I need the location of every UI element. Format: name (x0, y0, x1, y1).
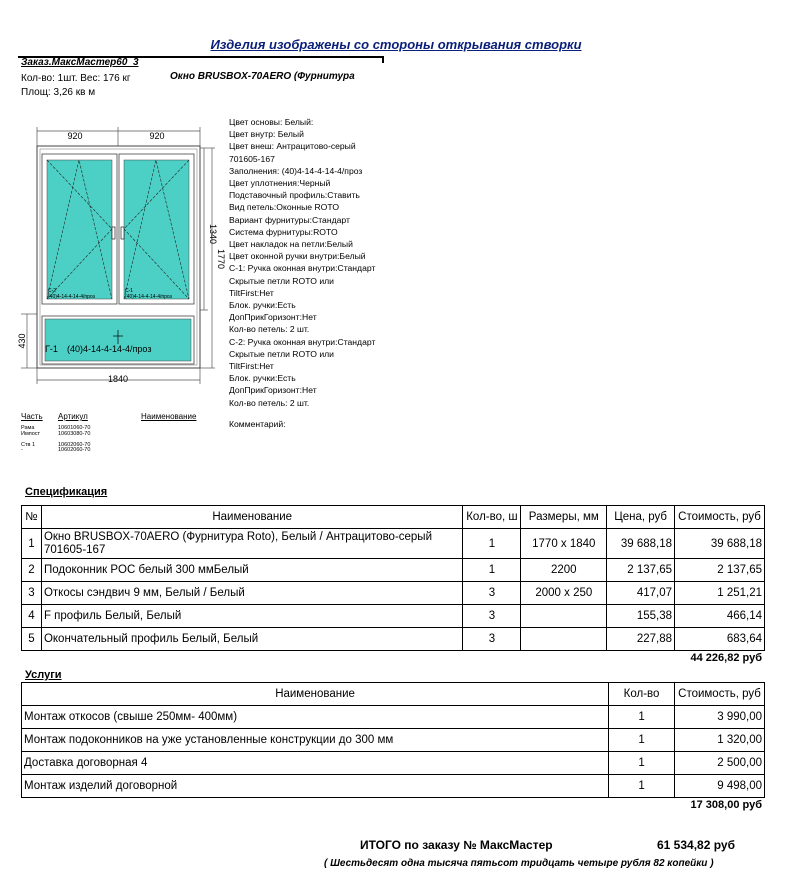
property-line: Вариант фурнитуры:Стандарт (229, 214, 350, 225)
services-header-row (22, 683, 765, 706)
spec-col-num: № (22, 506, 42, 529)
parts-part-cell: - (21, 447, 23, 453)
property-line: Цвет внутр: Белый (229, 129, 304, 140)
services-title: Услуги (25, 669, 62, 681)
property-line: С-1: Ручка оконная внутри:Стандарт (229, 263, 376, 274)
cell-size (521, 628, 607, 651)
services-table (21, 682, 765, 798)
property-line: Цвет внеш: Антрацитово-серый (229, 141, 356, 152)
services-col-qty: Кол-во (609, 683, 675, 706)
cell-name: F профиль Белый, Белый (41, 605, 462, 628)
property-line: Блок. ручки:Есть (229, 373, 296, 384)
property-line: ДопПрикГоризонт:Нет (229, 385, 317, 396)
cell-qty: 1 (609, 775, 675, 798)
cell-cost: 2 500,00 (675, 752, 765, 775)
cell-qty: 1 (463, 529, 521, 559)
property-line: Цвет накладок на петли:Белый (229, 239, 353, 250)
dim-height-sash: 1340 (208, 223, 218, 245)
fill-c2: (40)4-14-4-14-4/проз (48, 294, 95, 300)
spec-col-price: Цена, руб (607, 506, 675, 529)
quantity-weight: Кол-во: 1шт. Вес: 176 кг (21, 73, 131, 84)
property-line: Цвет основы: Белый: (229, 117, 314, 127)
parts-part-cell: Рама (21, 425, 35, 431)
dim-width-left: 920 (67, 131, 83, 141)
cell-size: 2200 (521, 559, 607, 582)
cell-name: Доставка договорная 4 (22, 752, 609, 775)
property-line: Система фурнитуры:ROTO (229, 226, 338, 237)
cell-name-line1: Окно BRUSBOX-70AERO (Фурнитура Roto), Белый / Антрацитово-серый (43, 530, 432, 543)
cell-name-line2: 701605-167 (43, 543, 106, 556)
spec-total: 44 226,82 руб (690, 652, 762, 664)
cell-name: Монтаж изделий договорной (22, 775, 609, 798)
comment-label: Комментарий: (229, 419, 286, 429)
cell-num: 2 (22, 559, 42, 582)
services-col-cost: Стоимость, руб (675, 683, 765, 706)
spec-col-cost: Стоимость, руб (675, 506, 765, 529)
cell-price: 227,88 (607, 628, 675, 651)
cell-qty: 1 (609, 706, 675, 729)
cell-qty: 3 (463, 605, 521, 628)
cell-size (521, 605, 607, 628)
cell-cost: 1 320,00 (675, 729, 765, 752)
property-line: 701605-167 (229, 153, 275, 164)
cell-price: 155,38 (607, 605, 675, 628)
cell-name: Окончательный профиль Белый, Белый (41, 628, 462, 651)
parts-article-cell: 10601060-70 (58, 425, 91, 431)
order-number: Заказ.МаксМастер60_3 (21, 57, 139, 68)
spec-col-qty: Кол-во, ш (463, 506, 521, 529)
table-row (22, 582, 765, 605)
cell-num: 5 (22, 628, 42, 651)
parts-col-part (21, 426, 40, 454)
property-line: Подставочный профиль:Ставить (229, 190, 360, 201)
dim-height-total: 1770 (216, 248, 226, 270)
cell-size: 2000 x 250 (521, 582, 607, 605)
cell-cost: 683,64 (675, 628, 765, 651)
table-row (22, 605, 765, 628)
cell-price: 2 137,65 (607, 559, 675, 582)
label-c2: С-2 (48, 288, 57, 294)
spec-col-size: Размеры, мм (521, 506, 607, 529)
cell-cost: 2 137,65 (675, 559, 765, 582)
cell-num: 1 (22, 529, 42, 559)
grand-total-value: 61 534,82 руб (657, 838, 735, 852)
cell-qty: 1 (609, 729, 675, 752)
label-c1: С-1 (125, 288, 134, 294)
table-row (22, 706, 765, 729)
parts-header-part: Часть (21, 412, 43, 421)
cell-qty: 3 (463, 582, 521, 605)
product-name: Окно BRUSBOX-70AERO (Фурнитура (170, 71, 355, 82)
table-row (22, 529, 765, 559)
parts-header-article: Артикул (58, 412, 88, 421)
cell-qty: 1 (609, 752, 675, 775)
cell-cost: 9 498,00 (675, 775, 765, 798)
cell-qty: 1 (463, 559, 521, 582)
label-f1: Г-1 (45, 344, 58, 354)
cell-cost: 466,14 (675, 605, 765, 628)
cell-name: Откосы сэндвич 9 мм, Белый / Белый (41, 582, 462, 605)
cell-name (41, 529, 462, 559)
cell-cost: 39 688,18 (675, 529, 765, 559)
property-line: С-2: Ручка оконная внутри:Стандарт (229, 336, 376, 347)
spec-header-row (22, 506, 765, 529)
cell-cost: 1 251,21 (675, 582, 765, 605)
parts-article-cell: 10602060-70 (58, 447, 91, 453)
cell-qty: 3 (463, 628, 521, 651)
cell-price: 39 688,18 (607, 529, 675, 559)
fill-c1: (40)4-14-4-14-4/проз (125, 294, 172, 300)
grand-total-words: ( Шестьдесят одна тысяча пятьсот тридцать четыре рубля 82 копейки ) (324, 858, 714, 869)
area-value: Площ: 3,26 кв м (21, 87, 96, 98)
parts-part-cell: Ств 1 (21, 441, 35, 448)
page-heading: Изделия изображены со стороны открывания створки (210, 37, 582, 52)
header-divider-tick (382, 56, 384, 63)
spec-title: Спецификация (25, 486, 108, 498)
property-line: Цвет оконной ручки внутри:Белый (229, 251, 366, 262)
spec-table (21, 505, 765, 651)
parts-col-article (58, 426, 90, 454)
table-row (22, 752, 765, 775)
fill-bottom: (40)4-14-4-14-4/проз (67, 344, 152, 354)
parts-article-cell: 10602060-70 (58, 441, 91, 448)
table-row (22, 775, 765, 798)
table-row (22, 559, 765, 582)
glass-right (124, 160, 189, 299)
parts-header-name: Наименование (141, 412, 197, 421)
property-line: Вид петель:Оконные ROTO (229, 202, 340, 213)
services-total: 17 308,00 руб (690, 799, 762, 811)
dim-height-bottom: 430 (17, 333, 27, 349)
property-line: ДопПрикГоризонт:Нет (229, 312, 317, 323)
property-line: Цвет уплотнения:Черный (229, 178, 331, 189)
cell-price: 417,07 (607, 582, 675, 605)
property-line: Скрытые петли ROTO или (229, 275, 334, 286)
property-line: TiltFirst:Нет (229, 287, 274, 298)
property-line: Кол-во петель: 2 шт. (229, 397, 310, 408)
cell-name: Подоконник POC белый 300 ммБелый (41, 559, 462, 582)
properties-list (229, 116, 375, 409)
glass-left (47, 160, 112, 299)
cell-name: Монтаж подоконников на уже установленные конструкции до 300 мм (22, 729, 609, 752)
dim-width-right: 920 (149, 131, 165, 141)
grand-total-label: ИТОГО по заказу № МаксМастер (360, 838, 553, 852)
property-line: Кол-во петель: 2 шт. (229, 324, 310, 335)
dim-width-total: 1840 (107, 374, 129, 384)
table-row (22, 729, 765, 752)
parts-part-cell: Импост (21, 430, 41, 437)
cell-name: Монтаж откосов (свыше 250мм- 400мм) (22, 706, 609, 729)
property-line: Блок. ручки:Есть (229, 300, 296, 311)
services-col-name: Наименование (22, 683, 609, 706)
cell-num: 4 (22, 605, 42, 628)
cell-num: 3 (22, 582, 42, 605)
property-line: Скрытые петли ROTO или (229, 348, 334, 359)
property-line: TiltFirst:Нет (229, 361, 274, 372)
parts-article-cell: 10603080-70 (58, 430, 91, 437)
spec-col-name: Наименование (41, 506, 462, 529)
window-drawing (15, 124, 226, 394)
cell-cost: 3 990,00 (675, 706, 765, 729)
cell-size: 1770 x 1840 (521, 529, 607, 559)
table-row (22, 628, 765, 651)
property-line: Заполнения: (40)4-14-4-14-4/проз (229, 165, 363, 176)
